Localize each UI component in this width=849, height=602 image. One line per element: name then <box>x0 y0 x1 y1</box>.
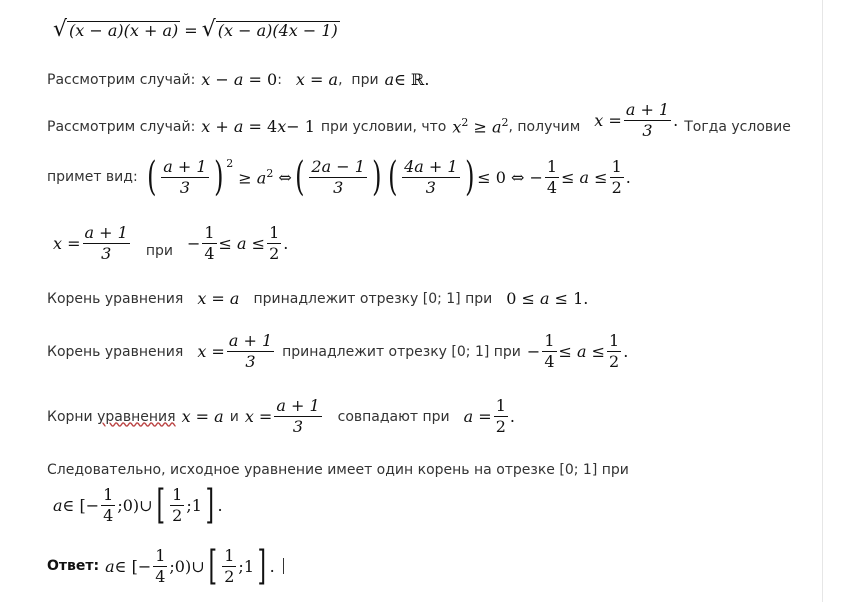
conclusion-set: a ∈ [− $\frac{1}{4}$ ;0)∪ [ $\frac{1}{2}$ ;1 ] . <box>53 482 223 528</box>
fraction: $\frac{2a - 1}{3}$ <box>311 156 365 197</box>
case-two: Рассмотрим случай: x + a = 4 x − 1 при условии, что $x^2 \ge a^2$ , получим x = $\frac{a + 1}{3}$ . Тогда условие <box>47 100 791 140</box>
fraction: $\frac{1}{4}$ <box>204 223 215 263</box>
and-text: и <box>229 408 239 425</box>
case-one: Рассмотрим случай: x − a = 0 : x = a , при a ∈ ℝ. <box>47 70 430 89</box>
case-label: Рассмотрим случай: <box>47 71 196 88</box>
condition-text: при условии, что <box>320 118 447 135</box>
fraction: $\frac{1}{2}$ <box>495 396 506 436</box>
then-text: Тогда условие <box>684 118 791 135</box>
takes-form: примет вид: <box>47 169 138 185</box>
answer-line: Ответ: a ∈ [− $\frac{1}{4}$ ;0)∪ [ $\frac{1}{2}$ ;1 ] . <box>47 545 284 587</box>
fraction: $\frac{a + 1}{3}$ <box>228 331 273 371</box>
root-text: Корень уравнения <box>47 290 184 307</box>
fraction: $\frac{1}{4}$ <box>155 545 166 586</box>
answer-label: Ответ: <box>47 558 100 574</box>
fraction: $\frac{1}{2}$ <box>224 545 235 586</box>
get-text: получим <box>517 118 581 135</box>
fraction: $\frac{1}{4}$ <box>103 484 114 525</box>
fraction: $\frac{4a + 1}{3}$ <box>404 156 458 197</box>
fraction: $\frac{1}{4}$ <box>546 156 558 197</box>
fraction: $\frac{1}{2}$ <box>269 223 280 263</box>
belongs-text: принадлежит отрезку [0; 1] при <box>253 290 493 307</box>
fraction: $\frac{1}{2}$ <box>611 156 622 197</box>
fraction: $\frac{1}{2}$ <box>172 484 183 525</box>
belongs-text-2: принадлежит отрезку [0; 1] при <box>282 343 521 360</box>
roots-word: уравнения <box>97 408 176 425</box>
fraction: $\frac{1}{4}$ <box>544 331 555 371</box>
condition-inequality: примет вид: ( $\frac{a + 1}{3}$ ) 2 ≥ $a^2$ ⇔ ( $\frac{2a - 1}{3}$ ) ( $\frac{4a + 1}{3}$ ) ≤ 0 ⇔ − $\frac{1}{4}$ ≤ a ≤ $\frac{1}{2}$ . <box>47 154 631 200</box>
root-text-2: Корень уравнения <box>47 343 184 360</box>
at-label: при <box>351 71 379 88</box>
root-two: Корень уравнения x = $\frac{a + 1}{3}$ принадлежит отрезку [0; 1] при − $\frac{1}{4}$ ≤ a ≤ $\frac{1}{2}$ . <box>47 331 629 371</box>
roots-coincide: Корни уравнения x = a и x = $\frac{a + 1}{3}$ совпадают при a = $\frac{1}{2}$ . <box>47 396 515 436</box>
roots-text: Корни <box>47 408 93 425</box>
case-label-2: Рассмотрим случай: <box>47 118 196 135</box>
solution-two: x = $\frac{a + 1}{3}$ при − $\frac{1}{4}$ ≤ a ≤ $\frac{1}{2}$ . <box>53 223 289 263</box>
sqrt-left: √ (x − a)(x + a) <box>53 17 179 42</box>
coincide-text: совпадают при <box>337 408 450 425</box>
text-caret <box>283 558 284 574</box>
fraction: $\frac{a + 1}{3}$ <box>625 100 670 140</box>
at-label-2: при <box>145 242 173 259</box>
conclusion-text: Следовательно, исходное уравнение имеет один корень на отрезке [0; 1] при <box>47 462 629 478</box>
fraction: $\frac{a + 1}{3}$ <box>276 396 320 436</box>
root-one: Корень уравнения x = a принадлежит отрезку [0; 1] при 0 ≤ a ≤ 1. <box>47 289 589 308</box>
fraction: $\frac{a + 1}{3}$ <box>163 156 207 197</box>
fraction: $\frac{1}{2}$ <box>609 331 620 371</box>
fraction: $\frac{a + 1}{3}$ <box>84 223 128 263</box>
sqrt-right: √ (x − a)(4x − 1) <box>201 17 338 42</box>
main-equation: √ (x − a)(x + a) = √ (x − a)(4x − 1) <box>53 17 338 42</box>
